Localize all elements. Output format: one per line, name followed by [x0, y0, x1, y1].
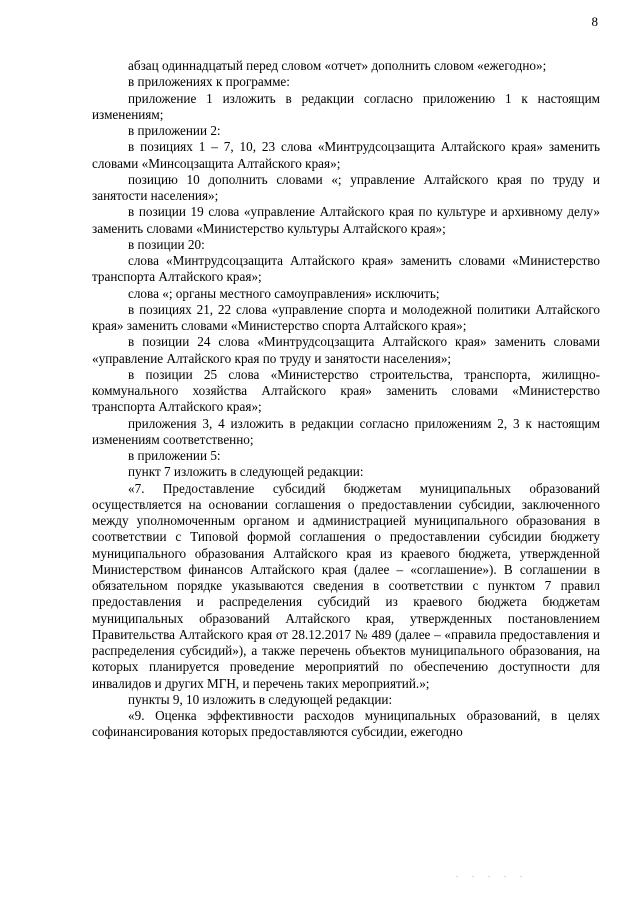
paragraph: пункты 9, 10 изложить в следующей редакции:	[128, 691, 393, 707]
paragraph: позицию 10 дополнить словами «; управление Алтайского края по труду и занятости населения»;	[92, 171, 600, 203]
paragraph: в позиции 24 слова «Минтрудсоцзащита Алтайского края» заменить словами «управление Алтайского края по труду и занятости населения»;	[92, 334, 600, 366]
paragraph: в позиции 19 слова «управление Алтайского края по культуре и архивному делу» заменить словами «Министерство культуры Алтайского края»;	[92, 204, 600, 236]
paragraph: в приложении 5:	[128, 448, 221, 463]
paragraph: в приложениях к программе:	[128, 74, 290, 90]
paragraph: приложение 1 изложить в редакции согласно приложению 1 к настоящим изменениям;	[92, 90, 600, 122]
paragraph: в позициях 21, 22 слова «управление спорта и молодежной политики Алтайского края» заменить словами «Министерство спорта Алтайского края»;	[92, 301, 600, 333]
paragraph: «9. Оценка эффективности расходов муниципальных образований, в целях софинансирования которых предоставляются субсидии, ежегодно	[92, 708, 600, 740]
paragraph: приложения 3, 4 изложить в редакции согласно приложениям 2, 3 к настоящим изменениям соответственно;	[92, 415, 600, 447]
paragraph: в позиции 25 слова «Министерство строительства, транспорта, жилищно-коммунального хозяйства Алтайского края» заменить словами «Министерство транспорта Алтайского края»;	[92, 366, 600, 415]
paragraph: в позиции 20:	[128, 236, 205, 252]
paragraph: «7. Предоставление субсидий бюджетам муниципальных образований осуществляется на основании соглашения о предоставлении субсидии, заключенного между уполномоченным органом и администрацией муниципального образования в соответствии с Типовой формой соглашения о предоставлении субсидии бюджету муниципального образования Алтайского края из краевого бюджета, утвержденной Министерством финансов Алтайского края (далее – «соглашение»). В соглашении в обязательном порядке указываются сведения в соответствии с пунктом 7 правил предоставления и распределения субсидий из краевого бюджета бюджетам муниципальных образований Алтайского края, утвержденных постановлением Правительства Алтайского края от 28.12.2017 № 489 (далее – «правила предоставления и распределения субсидий»), а также перечень объектов муниципального образования, на которых планируется проведение мероприятий по обеспечению доступности для инвалидов и других МГН, и перечень таких мероприятий.»;	[92, 480, 600, 691]
paragraph: слова «; органы местного самоуправления» исключить;	[128, 285, 440, 301]
paragraph: абзац одиннадцатый перед словом «отчет» дополнить словом «ежегодно»;	[128, 58, 547, 73]
page-number: 8	[591, 14, 598, 29]
paragraph: в приложении 2:	[128, 123, 221, 138]
paragraph: слова «Минтрудсоцзащита Алтайского края» заменить словами «Министерство транспорта Алтайского края»;	[92, 253, 600, 285]
document-body	[92, 58, 600, 741]
paragraph: пункт 7 изложить в следующей редакции:	[128, 464, 364, 480]
scan-artifact: . . . . .	[456, 870, 528, 879]
paragraph: в позициях 1 – 7, 10, 23 слова «Минтрудсоцзащита Алтайского края» заменить словами «Минсоцзащита Алтайского края»;	[92, 139, 600, 171]
